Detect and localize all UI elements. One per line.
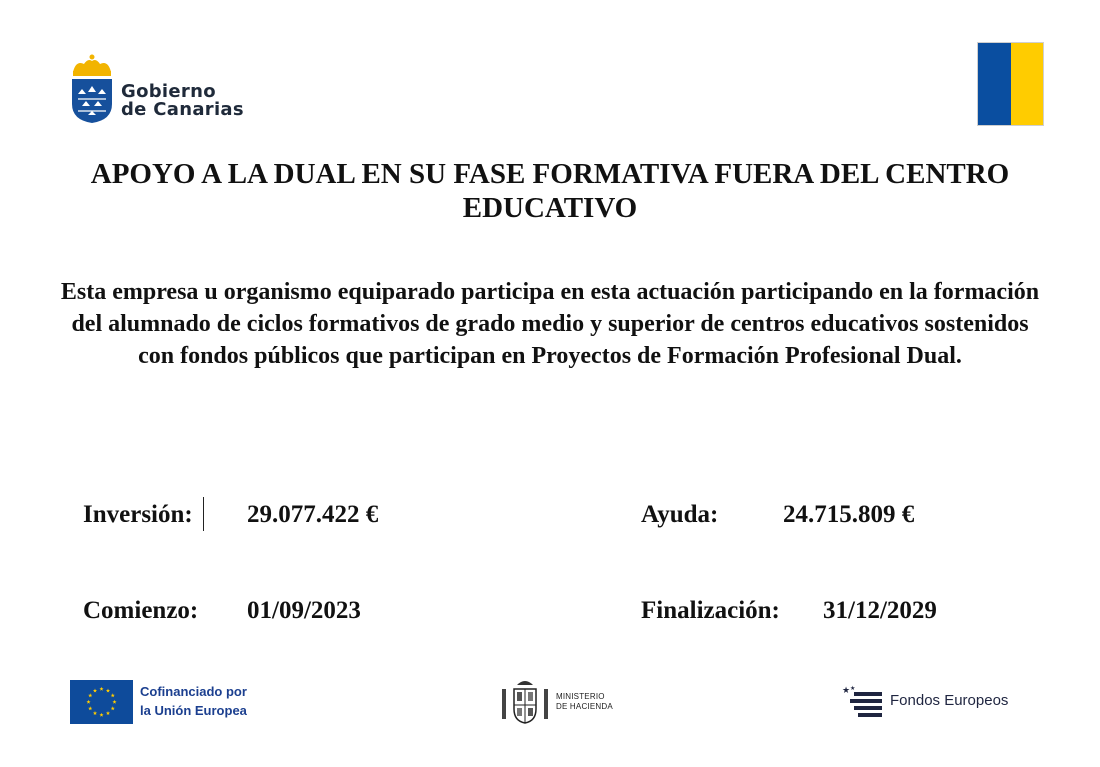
eu-star-icon xyxy=(106,689,110,693)
eu-flag-icon xyxy=(70,680,133,724)
eu-star-icon xyxy=(88,693,92,697)
finalizacion-label: Finalización: xyxy=(641,597,780,624)
eu-star-icon xyxy=(88,706,92,710)
fondos-europeos-logo xyxy=(840,684,1010,718)
inversion-label: Inversión: xyxy=(83,501,193,528)
eu-star-icon xyxy=(93,711,97,715)
svg-text:★: ★ xyxy=(850,685,856,692)
comienzo-label: Comienzo: xyxy=(83,597,199,624)
document-title: APOYO A LA DUAL EN SU FASE FORMATIVA FUERA DEL CENTRO EDUCATIVO xyxy=(90,158,1010,224)
eu-star-icon xyxy=(93,689,97,693)
eu-star-icon xyxy=(99,713,103,717)
fondos-europeos-text: Fondos Europeos xyxy=(890,692,1009,709)
eu-text-line2: la Unión Europea xyxy=(140,703,247,718)
eu-star-icon xyxy=(111,706,115,710)
eu-text-line1: Cofinanciado por xyxy=(140,684,247,699)
svg-text:★: ★ xyxy=(842,686,851,696)
ayuda-value: 24.715.809 € xyxy=(783,501,915,528)
eu-star-icon xyxy=(99,687,103,691)
eu-star-icon xyxy=(86,700,90,704)
eu-star-icon xyxy=(112,700,116,704)
ministerio-hacienda-logo xyxy=(500,677,620,725)
comienzo-value: 01/09/2023 xyxy=(247,597,361,624)
eu-star-icon xyxy=(106,711,110,715)
canarias-crest-icon xyxy=(68,52,116,124)
eu-star-icon xyxy=(111,693,115,697)
finalizacion-value: 31/12/2029 xyxy=(823,597,937,624)
fondos-europeos-icon xyxy=(840,684,886,718)
flag-blue-band xyxy=(978,43,1011,125)
inversion-value: 29.077.422 € xyxy=(247,501,379,528)
text-cursor xyxy=(203,497,204,531)
eu-cofinanced-logo xyxy=(70,680,258,724)
ayuda-label: Ayuda: xyxy=(641,501,719,528)
logo-text-de-canarias: de Canarias xyxy=(121,99,244,120)
canarias-flag xyxy=(977,42,1044,126)
logo-text-gobierno: Gobierno xyxy=(121,81,216,102)
ministry-text-line2: DE HACIENDA xyxy=(556,702,613,711)
flag-yellow-band xyxy=(1011,43,1044,125)
document-description: Esta empresa u organismo equiparado participa en esta actuación participando en la formación del alumnado de ciclos formativos de grado medio y superior de centros educativos sostenidos con fondos públicos que participan en Proyectos de Formación Profesional Dual. xyxy=(60,279,1040,369)
gobierno-canarias-logo xyxy=(68,52,258,128)
ministry-text-line1: MINISTERIO xyxy=(556,692,605,701)
spain-coat-of-arms-icon xyxy=(500,677,550,725)
